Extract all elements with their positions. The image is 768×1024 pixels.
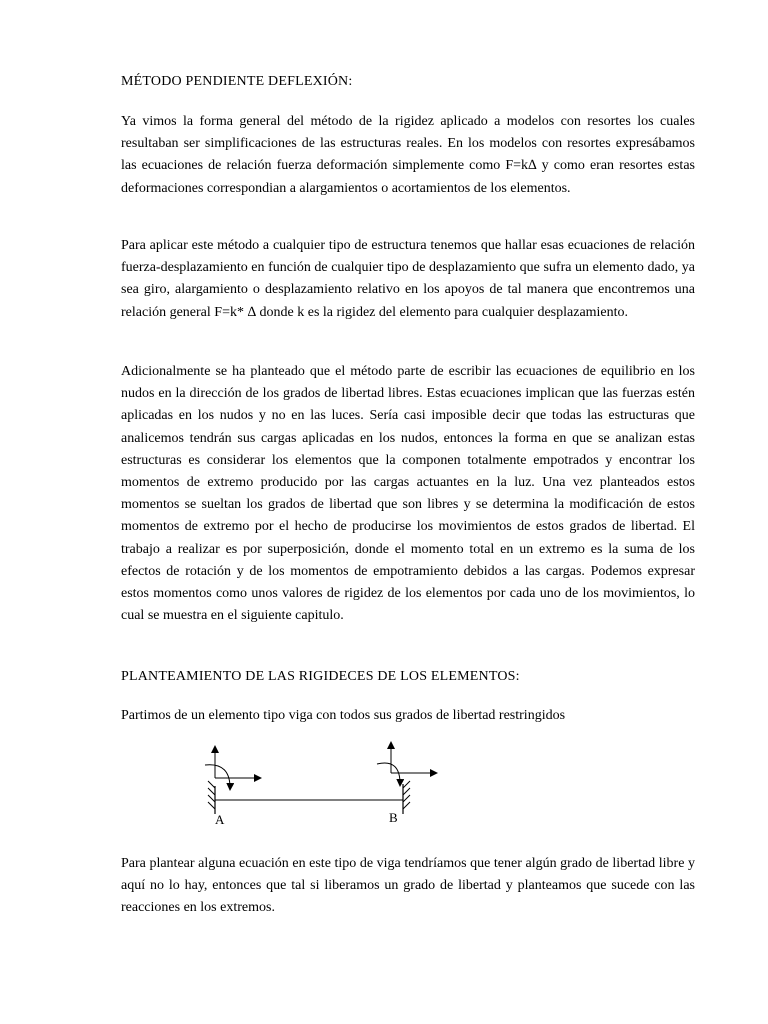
node-label-b: B — [389, 810, 398, 825]
section-title-rigideces: PLANTEAMIENTO DE LAS RIGIDECES DE LOS ELEMENTOS: — [121, 669, 520, 684]
paragraph-2: Para aplicar este método a cualquier tipo de estructura tenemos que hallar esas ecuaciones de relación fuerza-desplazamiento en función de cualquier tipo de desplazamiento que sufra un elemento dado, ya sea giro, alargamiento o desplazamiento relativo en los apoyos de tal manera que encontremos una relación general F=k* ∆ donde k es la rigidez del elemento para cualquier desplazamiento. — [121, 238, 695, 320]
node-a-reactions-icon — [205, 746, 261, 790]
section-title-metodo: MÉTODO PENDIENTE DEFLEXIÓN: — [121, 74, 353, 89]
paragraph-3: Adicionalmente se ha planteado que el método parte de escribir las ecuaciones de equilibrio en los nudos en la dirección de los grados de libertad libres. Estas ecuaciones implican que las fuerzas estén aplicadas en los nudos y no en las luces. Sería casi imposible decir que todas las estructuras que analicemos tendrán sus cargas aplicadas en los nudos, entonces la forma en que se analizan estas estructuras es considerar los elementos que la componen totalmente empotrados y encontrar los momentos de extremo producido por las cargas actuantes en la luz. Una vez planteados estos momentos se sueltan los grados de libertad que son libres y se determina la modificación de estos momentos de extremo por el hecho de producirse los movimientos de estos grados de libertad. El trabajo a realizar es por superposición, donde el momento total en un extremo es la suma de los efectos de rotación y de los momentos de empotramiento debidos a las cargas. Podemos expresar estos momentos como unos valores de rigidez de los elementos por cada uno de los movimientos, lo cual se muestra en el siguiente capitulo. — [121, 364, 695, 624]
paragraph-closing: Para plantear alguna ecuación en este tipo de viga tendríamos que tener algún grado de libertad libre y aquí no lo hay, entonces que tal si liberamos un grado de libertad y planteamos que sucede con las reacciones en los extremos. — [121, 856, 695, 916]
intro-line: Partimos de un elemento tipo viga con todos sus grados de libertad restringidos — [121, 708, 566, 723]
fixed-support-a-icon — [208, 781, 215, 814]
paragraph-1: Ya vimos la forma general del método de la rigidez aplicado a modelos con resortes los cuales resultaban ser simplificaciones de las estructuras reales. En los modelos con resortes expresábamos las ecuaciones de relación fuerza deformación simplemente como F=k∆ y como eran resortes estas deformaciones correspondian a alargamientos o acortamientos de los elementos. — [121, 114, 695, 196]
fixed-beam-diagram — [195, 738, 445, 830]
node-label-a: A — [215, 812, 225, 827]
fixed-support-b-icon — [403, 781, 410, 814]
node-b-reactions-icon — [377, 742, 437, 786]
